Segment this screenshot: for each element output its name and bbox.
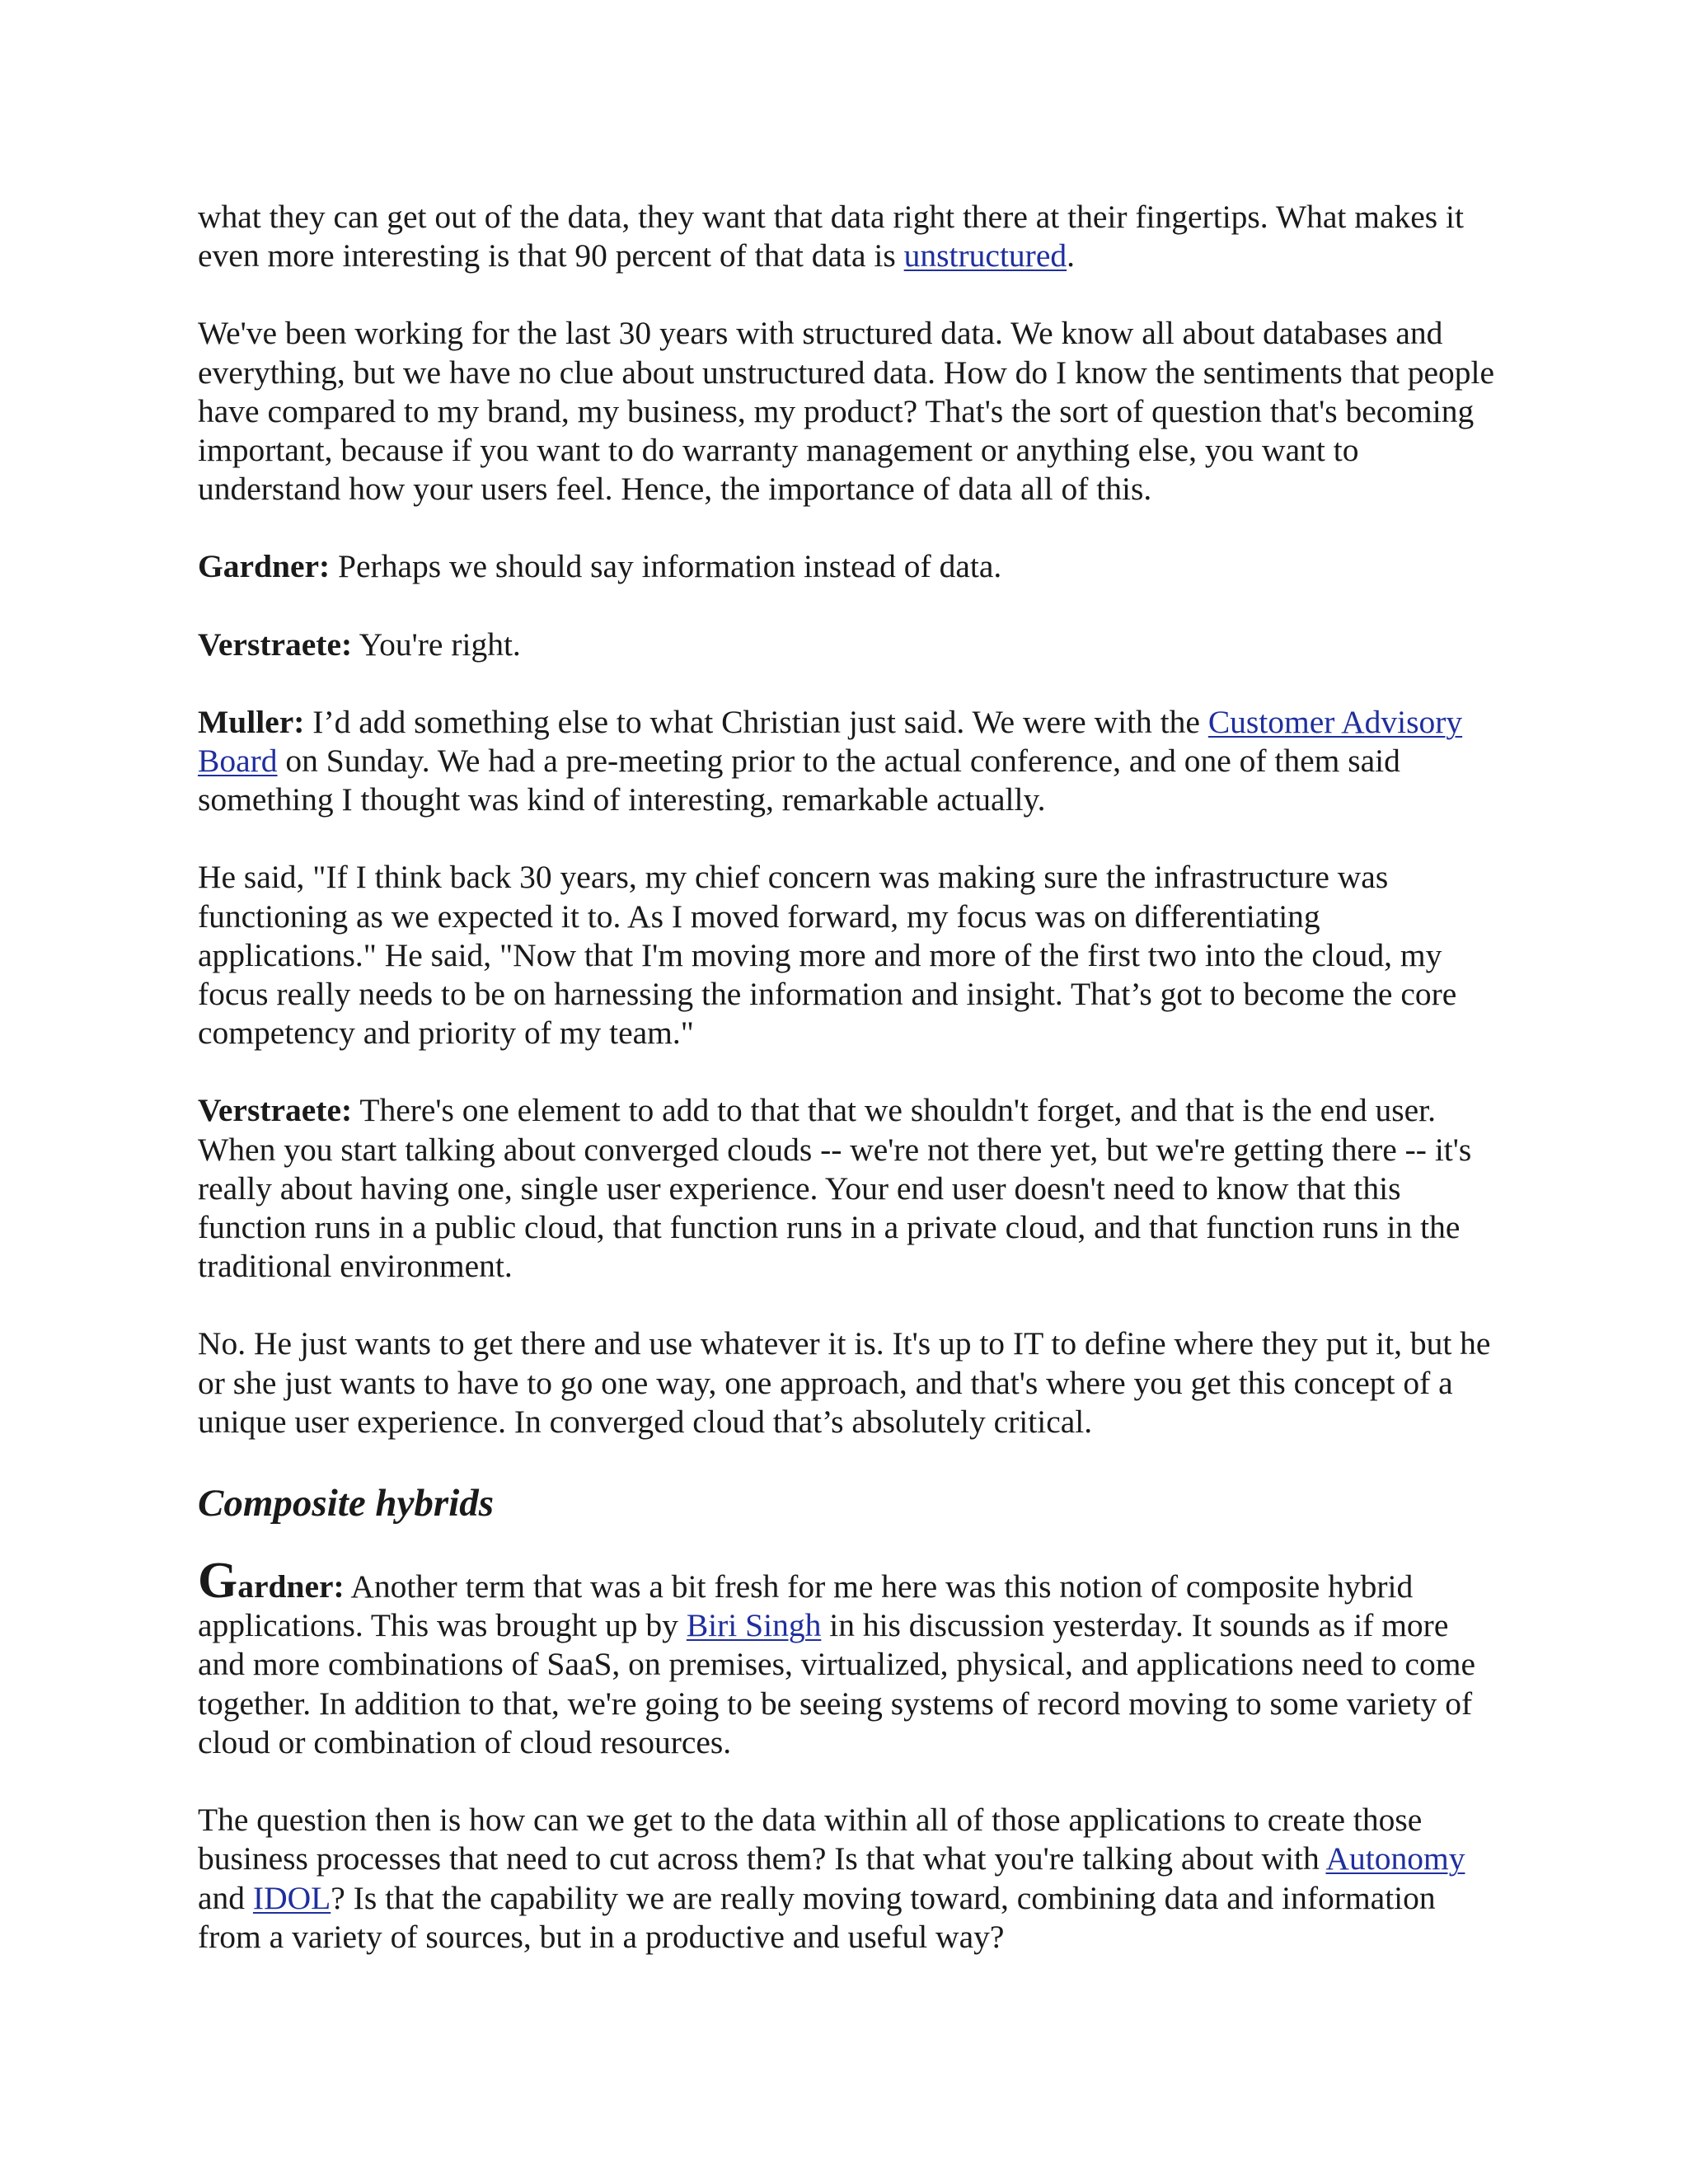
speaker-name: Muller: xyxy=(198,703,305,740)
paragraph-autonomy-question xyxy=(198,1801,1495,1957)
link-biri-singh[interactable]: Biri Singh xyxy=(686,1607,822,1644)
paragraph-text: what they can get out of the data, they want that data right there at their fingertips. What makes it even more interesting is that 90 percent of that data is xyxy=(198,199,1464,274)
paragraph-gardner-information xyxy=(198,547,1495,586)
link-idol[interactable]: IDOL xyxy=(252,1879,331,1916)
paragraph-text: . xyxy=(1067,237,1075,274)
paragraph-unique-experience: No. He just wants to get there and use whatever it is. It's up to IT to define where they put it, but he or she just wants to have to go one way, one approach, and that's where you get this concept of a unique user experience. In converged cloud that’s absolutely critical. xyxy=(198,1325,1491,1440)
paragraph-text: in his discussion yesterday. It sounds as if more and more combinations of SaaS, on premises, virtualized, physical, and applications need to come together. In addition to that, we're going to be seeing systems of record moving to some variety of cloud or combination of cloud resources. xyxy=(198,1607,1475,1760)
speaker-name: Verstraete: xyxy=(198,626,353,663)
paragraph-verstraete-end-user xyxy=(198,1091,1495,1286)
paragraph-text: Another term that was a bit fresh for me here was this notion of composite hybrid applications. This was brought up by xyxy=(198,1568,1414,1644)
section-heading: Composite hybrids xyxy=(198,1482,495,1526)
paragraph-unstructured-data xyxy=(198,198,1495,275)
paragraph-structured-data: We've been working for the last 30 years with structured data. We know all about databases and everything, but we have no clue about unstructured data. How do I know the sentiments that people have compared to my brand, my business, my product? That's the sort of question that's becoming important, because if you want to do warranty management or anything else, you want to understand how your users feel. Hence, the importance of data all of this. xyxy=(198,315,1494,508)
paragraph-text: and xyxy=(198,1879,253,1916)
drop-cap: G xyxy=(198,1553,238,1610)
speaker-name: Gardner: xyxy=(198,548,331,585)
paragraph-muller-advisory xyxy=(198,703,1495,820)
paragraph-text: on Sunday. We had a pre-meeting prior to the actual conference, and one of them said something I thought was kind of interesting, remarkable actually. xyxy=(198,743,1400,818)
paragraph-text: You're right. xyxy=(352,626,521,663)
paragraph-text: I’d add something else to what Christian just said. We were with the xyxy=(304,703,1208,740)
link-autonomy[interactable]: Autonomy xyxy=(1325,1840,1465,1877)
paragraph-text: Perhaps we should say information instead of data. xyxy=(330,548,1002,585)
paragraph-text: The question then is how can we get to the data within all of those applications to create those business processes that need to cut across them? Is that what you're talking about with xyxy=(198,1802,1423,1877)
paragraph-text: ? Is that the capability we are really moving toward, combining data and information from a variety of sources, but in a productive and useful way? xyxy=(198,1879,1436,1955)
link-unstructured[interactable]: unstructured xyxy=(903,237,1067,274)
document-page xyxy=(198,198,1495,1995)
paragraph-gardner-composite xyxy=(198,1553,1495,1762)
link-customer-advisory-board[interactable]: Customer Advisory Board xyxy=(198,703,1463,780)
speaker-name: Verstraete: xyxy=(198,1092,353,1129)
paragraph-text: There's one element to add to that that we shouldn't forget, and that is the end user. When you start talking about converged clouds -- we're not there yet, but we're getting there -- it's really about having one, single user experience. Your end user doesn't need to know that this function runs in a public cloud, that function runs in a private cloud, and that function runs in the traditional environment. xyxy=(198,1092,1472,1285)
paragraph-quote-30-years: He said, "If I think back 30 years, my chief concern was making sure the infrastructure was functioning as we expected it to. As I moved forward, my focus was on differentiating applications." He said, "Now that I'm moving more and more of the first two into the cloud, my focus really needs to be on harnessing the information and insight. That’s got to become the core competency and priority of my team." xyxy=(198,859,1457,1052)
paragraph-verstraete-right xyxy=(198,626,1495,664)
speaker-name: ardner: xyxy=(237,1568,345,1605)
